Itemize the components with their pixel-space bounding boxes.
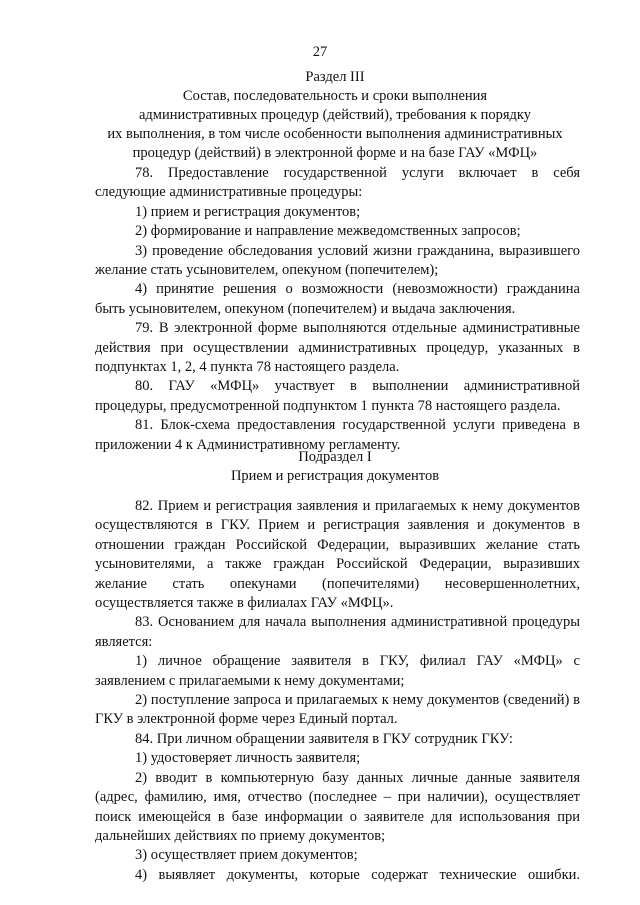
paragraph-82: 82. Прием и регистрация заявления и прилагаемых к нему документов осуществляются в ГКУ. Прием и регистрация заявления и документов в отношении граждан Российской Федерации, выразивших желание стать усыновителями, а также граждан Российской Федерации, выразивших желание стать опекунами (попечителями) несовершеннолетних, осуществляется также в филиалах ГАУ «МФЦ». bbox=[95, 498, 580, 612]
paragraph-79: 79. В электронной форме выполняются отдельные административные действия при осуществлении административных процедур, указанных в подпунктах 1, 2, 4 пункта 78 настоящего раздела. bbox=[95, 320, 580, 376]
paragraph-block-subsection bbox=[95, 497, 580, 885]
list-item: 3) осуществляет прием документов; bbox=[135, 847, 358, 864]
paragraph-block-section bbox=[95, 164, 580, 455]
subsection-heading bbox=[95, 448, 575, 486]
paragraph-78: 78. Предоставление государственной услуги включает в себя следующие административные процедуры: bbox=[95, 165, 580, 201]
page-number: 27 bbox=[312, 44, 328, 60]
subsection-title: Подраздел I bbox=[298, 449, 372, 465]
section-title: Раздел III bbox=[305, 69, 365, 85]
subsection-subtitle: Прием и регистрация документов bbox=[230, 468, 440, 484]
paragraph-83: 83. Основанием для начала выполнения административной процедуры является: bbox=[95, 614, 580, 650]
list-item: 3) проведение обследования условий жизни гражданина, выразившего желание стать усыновителем, опекуном (попечителем); bbox=[95, 242, 580, 279]
list-item: 4) выявляет документы, которые содержат технические ошибки. bbox=[135, 866, 580, 883]
list-item: 4) принятие решения о возможности (невозможности) гражданина быть усыновителем, опекуном (попечителем) и выдача заключения. bbox=[95, 281, 580, 317]
paragraph-84: 84. При личном обращении заявителя в ГКУ сотрудник ГКУ: bbox=[135, 730, 513, 747]
paragraph-80: 80. ГАУ «МФЦ» участвует в выполнении административной процедуры, предусмотренной подпунктом 1 пункта 78 настоящего раздела. bbox=[95, 378, 580, 414]
list-item: 1) удостоверяет личность заявителя; bbox=[135, 750, 361, 767]
paragraph-81: 81. Блок-схема предоставления государственной услуги приведена в приложении 4 к Административному регламенту. bbox=[95, 417, 580, 453]
list-item: 2) поступление запроса и прилагаемых к нему документов (сведений) в ГКУ в электронной форме через Единый портал. bbox=[95, 692, 580, 728]
section-heading bbox=[95, 68, 575, 163]
list-item: 1) личное обращение заявителя в ГКУ, филиал ГАУ «МФЦ» с заявлением с прилагаемыми к нему документами; bbox=[95, 653, 580, 689]
section-subtitle-line: административных процедур (действий), требования к порядку bbox=[138, 107, 532, 123]
list-item: 2) вводит в компьютерную базу данных личные данные заявителя (адрес, фамилию, имя, отчество (последнее – при наличии), осуществляет поиск имеющейся в базе информации о заявителе для использования при дальнейших действиях по приему документов; bbox=[95, 769, 580, 844]
section-subtitle-line: их выполнения, в том числе особенности выполнения административных bbox=[107, 126, 563, 142]
list-item: 1) прием и регистрация документов; bbox=[135, 203, 361, 220]
section-subtitle-line: Состав, последовательность и сроки выполнения bbox=[182, 88, 488, 104]
list-item: 2) формирование и направление межведомственных запросов; bbox=[135, 223, 521, 240]
section-subtitle-line: процедур (действий) в электронной форме и на базе ГАУ «МФЦ» bbox=[132, 145, 538, 161]
